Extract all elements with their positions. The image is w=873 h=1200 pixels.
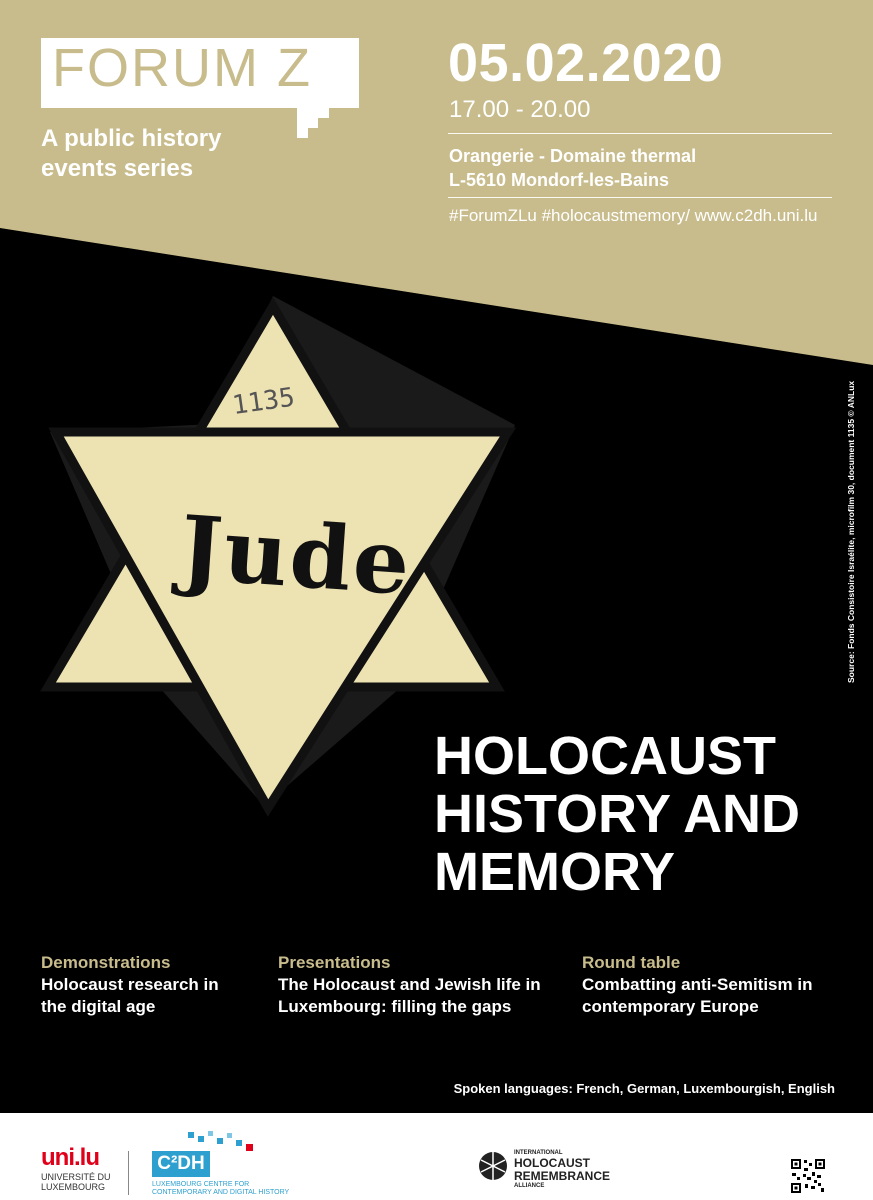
- venue-line-2: L-5610 Mondorf-les-Bains: [449, 170, 670, 190]
- partner-footer: [0, 1113, 873, 1200]
- program-line: Holocaust research in: [41, 975, 219, 994]
- unilu-name: [41, 1172, 111, 1192]
- event-date: 05.02.2020: [448, 33, 724, 93]
- unilu-name-line: UNIVERSITÉ DU: [41, 1172, 111, 1182]
- unilu-mark: uni.lu: [41, 1144, 99, 1171]
- qr-code-icon[interactable]: [790, 1158, 826, 1194]
- ihra-globe-icon: [477, 1150, 509, 1182]
- logo-wordmark: FORUM Z: [52, 38, 312, 98]
- event-title: [434, 727, 800, 901]
- program-description: [582, 974, 872, 1018]
- c2dh-subtitle-line: LUXEMBOURG CENTRE FOR: [152, 1181, 250, 1188]
- program-heading: Round table: [582, 953, 681, 972]
- program-heading: Presentations: [278, 953, 391, 972]
- program-line: Combatting anti-Semitism in: [582, 975, 813, 994]
- unilu-name-line: LUXEMBOURG: [41, 1182, 106, 1192]
- c2dh-subtitle-line: CONTEMPORARY AND DIGITAL HISTORY: [152, 1189, 290, 1196]
- ihra-line: INTERNATIONAL: [514, 1150, 563, 1156]
- ihra-line: HOLOCAUST: [514, 1156, 590, 1170]
- program-line: The Holocaust and Jewish life in: [278, 975, 541, 994]
- ihra-name: [514, 1150, 634, 1190]
- program-line: Luxembourg: filling the gaps: [278, 997, 512, 1016]
- c2dh-subtitle: [152, 1181, 292, 1197]
- unilu-logo[interactable]: [41, 1146, 111, 1192]
- ihra-logo[interactable]: [477, 1150, 610, 1189]
- ihra-line: REMEMBRANCE: [514, 1169, 610, 1183]
- spoken-languages: Spoken languages: French, German, Luxembourgish, English: [453, 1081, 835, 1096]
- tagline-line-2: events series: [41, 155, 194, 182]
- program-item-round-table: [582, 953, 872, 1018]
- program-description: [278, 974, 568, 1018]
- badge-number: 1135: [230, 382, 297, 422]
- image-source-credit: Source: Fonds Consistoire Israélite, microfilm 30, document 1135 © ANLux: [846, 380, 856, 683]
- ihra-line: ALLIANCE: [514, 1183, 545, 1189]
- program-line: the digital age: [41, 997, 156, 1016]
- program-heading: Demonstrations: [41, 953, 171, 972]
- title-line-3: MEMORY: [434, 842, 675, 902]
- badge-word: Jude: [177, 495, 415, 616]
- title-line-1: HOLOCAUST: [434, 726, 776, 786]
- logo-divider: [128, 1151, 129, 1195]
- tagline-line-1: A public history: [41, 125, 222, 152]
- event-time: 17.00 - 20.00: [449, 96, 591, 123]
- venue-line-1: Orangerie - Domaine thermal: [449, 146, 697, 166]
- c2dh-logo[interactable]: C²DH: [152, 1151, 210, 1177]
- program-line: contemporary Europe: [582, 997, 759, 1016]
- hashtags-and-website[interactable]: #ForumZLu #holocaustmemory/ www.c2dh.uni.lu: [449, 206, 818, 225]
- program-item-presentations: [278, 953, 568, 1018]
- title-line-2: HISTORY AND: [434, 784, 801, 844]
